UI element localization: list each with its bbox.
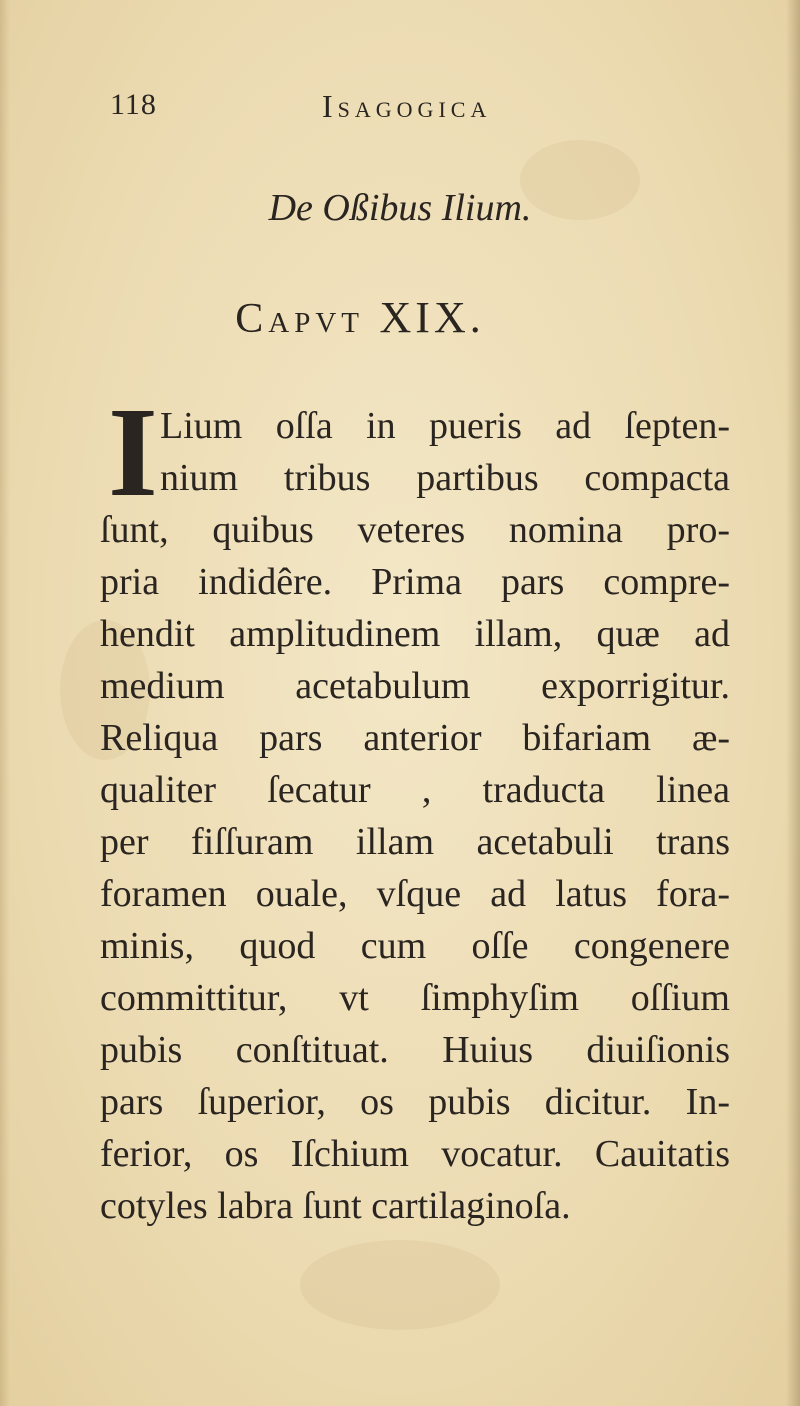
chapter-heading	[0, 292, 720, 343]
text-line: nium tribus partibus compacta	[160, 457, 730, 499]
text-line: qualiter ſecatur , traducta linea	[100, 769, 730, 811]
text-line: foramen ouale, vſque ad latus fora-	[100, 873, 730, 915]
text-line: ferior, os Iſchium vocatur. Cauitatis	[100, 1133, 730, 1175]
page-number: 118	[110, 88, 157, 121]
text-line: cotyles labra ſunt cartilaginoſa.	[100, 1185, 571, 1227]
chapter-label: Capvt	[235, 296, 365, 342]
text-line: ſunt, quibus veteres nomina pro-	[100, 509, 730, 551]
text-line: pubis conſtituat. Huius diuiſionis	[100, 1029, 730, 1071]
text-line: pria indidêre. Prima pars compre-	[100, 561, 730, 603]
text-line: Reliqua pars anterior bifariam æ-	[100, 717, 730, 759]
text-line: committitur, vt ſimphyſim oſſium	[100, 977, 730, 1019]
text-line: medium acetabulum exporrigitur.	[100, 665, 730, 707]
section-title: De Oßibus Ilium.	[268, 187, 532, 229]
text-line: hendit amplitudinem illam, quæ ad	[100, 613, 730, 655]
text-line: Lium oſſa in pueris ad ſepten-	[160, 405, 730, 447]
text-line: per fiſſuram illam acetabuli trans	[100, 821, 730, 863]
text-line: minis, quod cum oſſe congenere	[100, 925, 730, 967]
running-title: Isagogica	[322, 88, 492, 124]
running-head	[100, 88, 700, 138]
paper-stain	[300, 1240, 500, 1330]
drop-cap: I	[108, 381, 158, 523]
text-line: pars ſuperior, os pubis dicitur. In-	[100, 1081, 730, 1123]
chapter-numeral: XIX.	[379, 293, 485, 342]
